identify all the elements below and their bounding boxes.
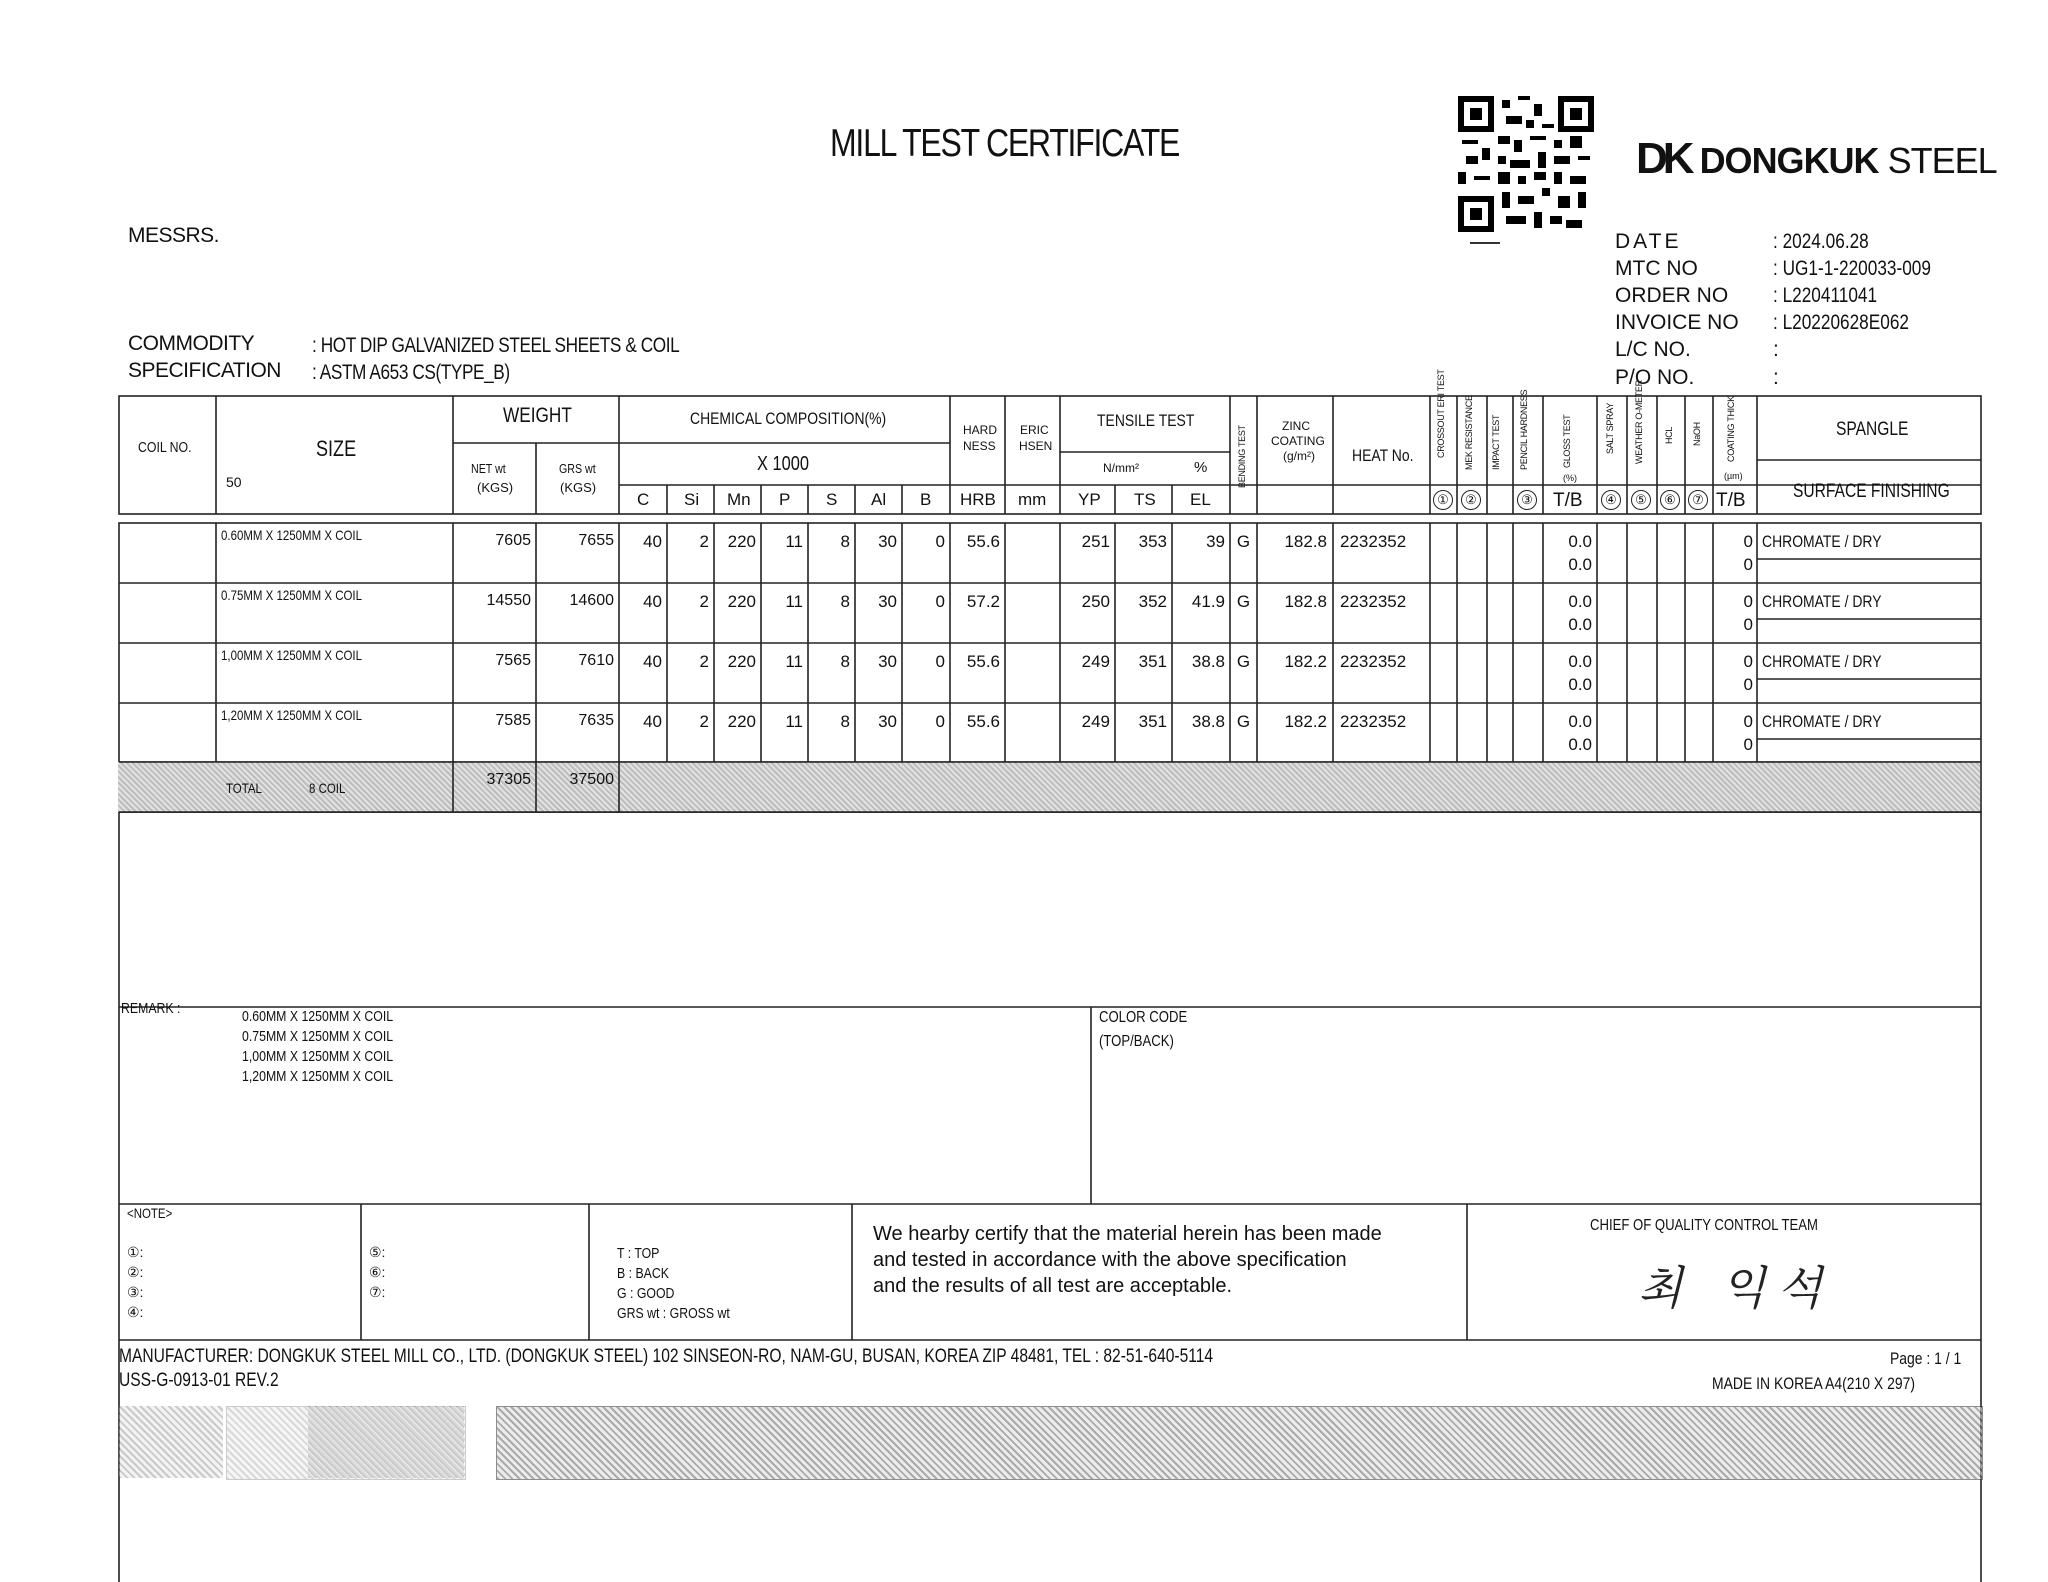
header-crossout: CROSSOUT ERI TEST [1436,369,1446,458]
circle-3: ③ [1517,490,1537,510]
cell-size: 0.75MM X 1250MM X COIL [221,587,363,603]
lc-label: L/C NO. [1615,338,1691,361]
color-code-label: COLOR CODE [1099,1009,1188,1026]
cell-S: 8 [840,592,850,611]
legend-top: T : TOP [617,1245,660,1262]
cell-zinc: 182.2 [1284,712,1327,731]
signature: 최 익석 [1638,1261,1834,1315]
cell-gloss1: 0.0 [1568,592,1592,611]
cell-P: 11 [785,712,803,731]
cell-grs: 7610 [578,652,614,669]
cell-grs: 7635 [578,712,614,729]
cell-gloss2: 0.0 [1568,735,1592,754]
header-zinc2: COATING [1271,434,1325,448]
circle-1: ① [1433,490,1453,510]
remark-line-4: 1,20MM X 1250MM X COIL [242,1068,394,1085]
cell-ts: 353 [1138,532,1167,551]
cell-B: 0 [935,532,945,551]
header-impact: IMPACT TEST [1491,414,1501,470]
cell-S: 8 [840,532,850,551]
header-coating: COATING THICK [1726,396,1736,462]
remark-line-1: 0.60MM X 1250MM X COIL [242,1008,394,1025]
cell-C: 40 [643,532,662,551]
cell-yp: 250 [1081,592,1110,611]
cell-grs: 14600 [569,592,614,609]
cell-yp: 249 [1081,712,1110,731]
form-number: USS-G-0913-01 REV.2 [119,1370,279,1391]
cell-hrb: 55.6 [966,712,1000,731]
cell-Al: 30 [878,592,897,611]
header-chem-mn: Mn [727,490,751,509]
header-chem-b: B [920,490,932,509]
total-net: 37305 [486,771,531,788]
cell-finish: CHROMATE / DRY [1762,652,1882,671]
cell-gloss2: 0.0 [1568,675,1592,694]
legend-grs: GRS wt : GROSS wt [617,1305,730,1322]
note-6: ⑥: [369,1264,386,1280]
cell-yp: 249 [1081,652,1110,671]
cell-bend: G [1236,532,1251,551]
cell-ct2: 0 [1743,675,1753,694]
cell-gloss1: 0.0 [1568,532,1592,551]
page-number: Page : 1 / 1 [1890,1349,1962,1368]
header-weight: WEIGHT [503,404,572,427]
cell-Al: 30 [878,532,897,551]
circle-5: ⑤ [1631,490,1651,510]
cell-ct1: 0 [1743,652,1753,671]
po-value: : [1773,366,1779,389]
remark-line-3: 1,00MM X 1250MM X COIL [242,1048,394,1065]
cell-net: 14550 [486,592,531,609]
header-zinc3: (g/m²) [1283,449,1315,463]
cell-gloss1: 0.0 [1568,652,1592,671]
note-1: ①: [127,1244,144,1260]
header-heat: HEAT No. [1352,446,1414,465]
cell-size: 0.60MM X 1250MM X COIL [221,527,363,543]
cell-B: 0 [935,592,945,611]
cell-C: 40 [643,712,662,731]
order-label: ORDER NO [1615,284,1729,307]
total-grs: 37500 [569,771,614,788]
circle-6: ⑥ [1660,490,1680,510]
header-surface: SURFACE FINISHING [1793,481,1950,502]
header-chem-mult: X 1000 [757,453,809,475]
cell-finish: CHROMATE / DRY [1762,712,1882,731]
header-hard2: NESS [963,439,996,453]
cell-gloss1: 0.0 [1568,712,1592,731]
total-row-shading [118,762,1980,812]
note-2: ②: [127,1264,144,1280]
cell-grs: 7655 [578,532,614,549]
header-chem-c: C [637,490,650,509]
header-gloss-pct: (%) [1563,473,1577,483]
cell-Si: 2 [699,652,709,671]
invoice-value: : L20220628E062 [1773,311,1909,334]
circle-7: ⑦ [1688,490,1708,510]
cell-hrb: 55.6 [966,532,1000,551]
cell-Mn: 220 [727,652,756,671]
cell-Si: 2 [699,592,709,611]
header-tb-gloss: T/B [1553,490,1583,511]
cell-S: 8 [840,712,850,731]
mtc-label: MTC NO [1615,257,1698,280]
order-value: : L220411041 [1773,284,1878,307]
header-bending: BENDING TEST [1237,425,1247,488]
certify-line-2: and tested in accordance with the above specification [873,1249,1347,1271]
header-zinc1: ZINC [1282,419,1310,433]
header-yp: YP [1078,490,1101,509]
header-chem-s: S [826,490,838,509]
total-coils: 8 COIL [309,780,346,796]
remark-label: REMARK : [121,1000,181,1017]
cell-S: 8 [840,652,850,671]
circle-2: ② [1461,490,1481,510]
header-size-sub: 50 [226,474,242,490]
manufacturer-line: MANUFACTURER: DONGKUK STEEL MILL CO., LTD. (DONGKUK STEEL) 102 SINSEON-RO, NAM-GU, BUSAN, KOREA ZIP 48481, TEL : 82-51-640-5114 [119,1346,1214,1367]
header-pencil: PENCIL HARDNESS [1519,389,1529,470]
specification-value: : ASTM A653 CS(TYPE_B) [312,361,510,384]
note-7: ⑦: [369,1284,386,1300]
cell-heat: 2232352 [1340,712,1407,731]
mtc-value: : UG1-1-220033-009 [1773,257,1931,280]
cell-ts: 352 [1138,592,1167,611]
cell-ct2: 0 [1743,735,1753,754]
cell-ct1: 0 [1743,592,1753,611]
cell-el: 39 [1206,532,1225,551]
cell-el: 41.9 [1191,592,1225,611]
cell-ct2: 0 [1743,555,1753,574]
header-hard1: HARD [963,423,998,437]
header-hrb: HRB [960,490,996,509]
po-label: P/O NO. [1615,366,1695,389]
header-grs-unit: (KGS) [560,480,597,495]
document-title: MILL TEST CERTIFICATE [830,122,1180,165]
cell-ct1: 0 [1743,532,1753,551]
cell-zinc: 182.8 [1284,592,1327,611]
note-4: ④: [127,1304,144,1320]
cell-net: 7605 [495,532,531,549]
cell-el: 38.8 [1191,652,1225,671]
cell-gloss2: 0.0 [1568,555,1592,574]
header-net: NET wt [471,461,506,476]
chief-label: CHIEF OF QUALITY CONTROL TEAM [1590,1217,1818,1234]
header-pct: % [1194,459,1208,476]
header-coating-unit: (µm) [1724,471,1743,481]
header-eric1: ERIC [1020,423,1049,437]
certify-line-1: We hearby certify that the material herein has been made [873,1223,1382,1245]
cell-net: 7565 [495,652,531,669]
header-coil-no: COIL NO. [138,439,192,456]
cell-zinc: 182.2 [1284,652,1327,671]
cell-P: 11 [785,652,803,671]
note-label: <NOTE> [127,1205,173,1221]
cell-Si: 2 [699,712,709,731]
header-grs: GRS wt [559,461,596,476]
cell-heat: 2232352 [1340,592,1407,611]
cell-hrb: 55.6 [966,652,1000,671]
cell-B: 0 [935,652,945,671]
legend-good: G : GOOD [617,1285,675,1302]
cell-bend: G [1236,712,1251,731]
cell-Mn: 220 [727,712,756,731]
header-hcl: HCL [1664,426,1674,444]
date-value: : 2024.06.28 [1773,230,1869,253]
cell-heat: 2232352 [1340,532,1407,551]
cell-B: 0 [935,712,945,731]
header-chem-al: Al [871,490,887,509]
security-noise-strip [496,1406,1983,1480]
header-chem-p: P [779,490,791,509]
security-stamp-2 [308,1406,464,1478]
header-tensile: TENSILE TEST [1097,411,1195,430]
made-in-korea: MADE IN KOREA A4(210 X 297) [1712,1374,1916,1393]
commodity-value: : HOT DIP GALVANIZED STEEL SHEETS & COIL [312,334,680,357]
header-mek: MEK RESISTANCE [1464,395,1474,470]
header-ts: TS [1134,490,1156,509]
dk-logo-mark: DK [1636,134,1690,183]
invoice-label: INVOICE NO [1615,311,1739,334]
cell-ct2: 0 [1743,615,1753,634]
cell-gloss2: 0.0 [1568,615,1592,634]
header-tensile-unit: N/mm² [1103,461,1139,475]
cell-Al: 30 [878,712,897,731]
header-eric2: HSEN [1019,439,1053,453]
cell-size: 1,00MM X 1250MM X COIL [221,647,363,663]
header-chemical: CHEMICAL COMPOSITION(%) [690,409,887,428]
cell-P: 11 [785,532,803,551]
specification-label: SPECIFICATION [128,359,281,382]
cell-hrb: 57.2 [966,592,1000,611]
cell-Si: 2 [699,532,709,551]
cell-Mn: 220 [727,532,756,551]
cell-C: 40 [643,592,662,611]
commodity-label: COMMODITY [128,332,255,355]
total-label: TOTAL [226,780,262,796]
messrs-label: MESSRS. [128,224,220,247]
header-mm: mm [1018,490,1047,509]
cell-C: 40 [643,652,662,671]
cell-net: 7585 [495,712,531,729]
circle-4: ④ [1601,490,1621,510]
cell-heat: 2232352 [1340,652,1407,671]
cell-finish: CHROMATE / DRY [1762,592,1882,611]
cell-ts: 351 [1138,712,1167,731]
cell-bend: G [1236,652,1251,671]
cell-zinc: 182.8 [1284,532,1327,551]
cell-ct1: 0 [1743,712,1753,731]
note-5: ⑤: [369,1244,386,1260]
lc-value: : [1773,338,1779,361]
header-chem-si: Si [684,490,700,509]
cell-el: 38.8 [1191,712,1225,731]
header-naoh: NaOH [1692,422,1702,446]
cell-yp: 251 [1081,532,1110,551]
cell-size: 1,20MM X 1250MM X COIL [221,707,363,723]
cell-bend: G [1236,592,1251,611]
header-el: EL [1190,490,1211,509]
color-code-sub: (TOP/BACK) [1099,1033,1174,1050]
header-size: SIZE [316,436,357,461]
cell-Al: 30 [878,652,897,671]
dk-security-stamp [119,1406,223,1478]
cell-finish: CHROMATE / DRY [1762,532,1882,551]
date-label: DATE [1615,230,1682,253]
header-spangle: SPANGLE [1836,419,1909,440]
header-salt: SALT SPRAY [1605,402,1615,454]
header-tb-coating: T/B [1716,490,1746,511]
header-weather: WEATHER O-METER [1634,380,1644,464]
header-gloss: GLOSS TEST [1562,414,1572,468]
note-3: ③: [127,1284,144,1300]
cell-ts: 351 [1138,652,1167,671]
brand-logo: DK DONGKUK STEEL [1636,134,1997,183]
legend-back: B : BACK [617,1265,669,1282]
certify-line-3: and the results of all test are acceptable. [873,1275,1233,1297]
cell-Mn: 220 [727,592,756,611]
header-net-unit: (KGS) [477,480,514,495]
cell-P: 11 [785,592,803,611]
remark-line-2: 0.75MM X 1250MM X COIL [242,1028,394,1045]
